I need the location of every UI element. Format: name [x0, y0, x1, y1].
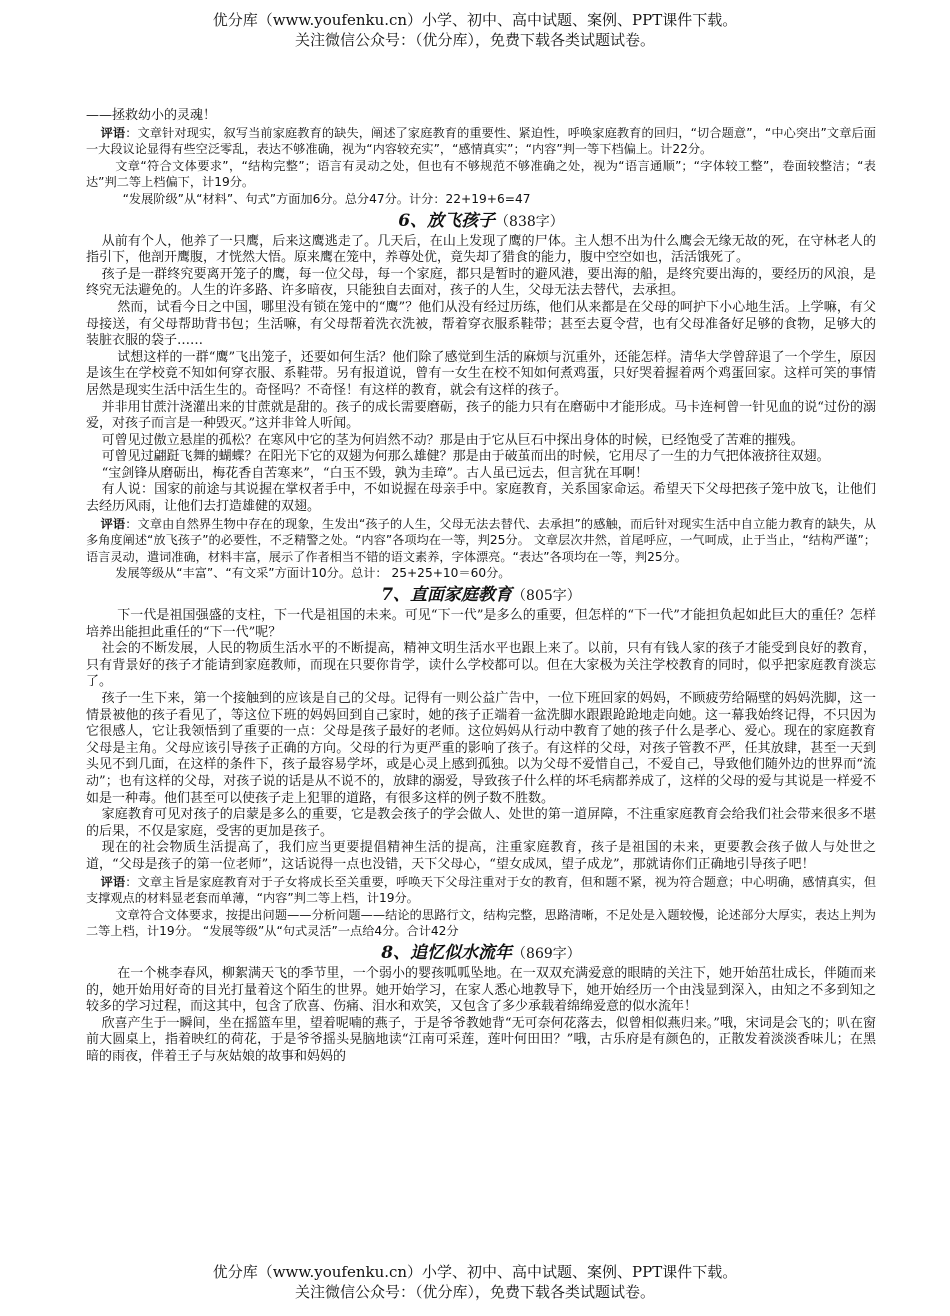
- comment-text: ：文章主旨是家庭教育对于子女将成长至关重要，呼唤天下父母注重对于女的教育，但和题不紧，视为符合题意；中心明确，感情真实，但支撑观点的材料显老套而单薄，“内容”判二等上档，计19分。: [86, 874, 877, 906]
- essay-7-title: 7、直面家庭教育（805字）: [381, 585, 581, 606]
- paragraph: 然而，试看今日之中国，哪里没有锁在笼中的“鹰”？他们从没有经过历练，他们从来都是在父母的呵护下小心地生活。上学嘛，有父母接送，有父母帮助背书包；生活嘛，有父母帮着洗衣洗被，帮着穿衣服系鞋带；甚至去夏令营，也有父母准备好足够的食物，足够大的装脏衣服的袋子……: [86, 299, 876, 349]
- paragraph: 可曾见过翩跹飞舞的蝴蝶？在阳光下它的双翅为何那么雄健？那是由于破茧而出的时候，它用尽了一生的力气把体液挤往双翅。: [101, 449, 830, 465]
- intro-tail: ——拯救幼小的灵魂！: [86, 108, 217, 123]
- comment-text: ：文章由自然界生物中存在的现象，生发出“孩子的人生，父母无法去替代、去承担”的感触，而后针对现实生活中自立能力教育的缺失，从多角度阐述“放飞孩子”的必要性，不乏精警之处。“内容”各项均在一等，判25分。 文章层次井然，首尾呼应，一气呵成，止于当止，“结构严谨”；语言灵动，遣词准确，材料丰富，展示了作者相当不错的语文素养，字体漂亮。“表达”各项均在一等，判25分。: [86, 516, 876, 564]
- paragraph: 欣喜产生于一瞬间，坐在摇篮车里，望着呢喃的燕子，于是爷爷教她背“无可奈何花落去，似曾相似燕归来。”哦，宋词是会飞的；叭在窗前大圆桌上，指着映红的荷花，于是爷爷摇头晃脑地读“江南可采莲，莲叶何田田？”哦，古乐府是有颜色的，正散发着淡淡香味儿；在黑暗的雨夜，伴着王子与灰姑娘的故事和妈妈的: [86, 1015, 876, 1064]
- page-header: [0, 10, 950, 50]
- paragraph: 可曾见过傲立悬崖的孤松？在寒风中它的茎为何岿然不动？那是由于它从巨石中探出身体的时候，已经饱受了苦难的摧残。: [101, 432, 804, 448]
- header-line-1: 优分库（www.youfenku.cn）小学、初中、高中试题、案例、PPT课件下载。: [212, 11, 738, 29]
- essay-6-wordcount: （838字）: [495, 213, 564, 230]
- paragraph: “宝剑锋从磨砺出，梅花香自苦寒来”，“白玉不毁，孰为圭璋”。古人虽已远去，但言犹在耳啊！: [101, 465, 649, 481]
- essay-6-title: 6、放飞孩子（838字）: [398, 210, 564, 231]
- paragraph: 并非用甘蔗汁浇灌出来的甘蔗就是甜的。孩子的成长需要磨砺，孩子的能力只有在磨砺中才能形成。马卡连柯曾一针见血的说“过份的溺爱，对孩子而言是一种毁灭。”这并非耸人听闻。: [86, 399, 876, 432]
- page-footer: [0, 1262, 950, 1302]
- paragraph: 家庭教育可见对孩子的启蒙是多么的重要，它是教会孩子的学会做人、处世的第一道屏障，不注重家庭教育会给我们社会带来很多不堪的后果，不仅是家庭，受害的更加是孩子。: [86, 807, 876, 839]
- intro-comment-2: 文章“符合文体要求”，“结构完整”；语言有灵动之处，但也有不够规范不够准确之处，视为“语言通顺”；“字体较工整”，卷面较整洁；“表达”判二等上档偏下，计19分。: [86, 158, 876, 190]
- footer-line-2: 关注微信公众号：（优分库），免费下载各类试题试卷。: [294, 1283, 655, 1301]
- essay-7-comment-2: 文章符合文体要求，按提出问题——分析问题——结论的思路行文，结构完整，思路清晰，不足处是入题较慢，论述部分大厚实，表达上判为二等上档，计19分。 “发展等级”从“句式灵活”一点给4分。合计42分: [86, 907, 876, 939]
- paragraph: 现在的社会物质生活提高了，我们应当更要提倡精神生活的提高，注重家庭教育，孩子是祖国的未来，更要教会孩子做人与处世之道，“父母是孩子的第一位老师”，这话说得一点也没错，天下父母心，“望女成凤，望子成龙”，那就请你们正确地引导孩子吧！: [86, 840, 876, 872]
- intro-comment: [86, 125, 876, 158]
- intro-comment-3: “发展阶级”从“材料”、句式”方面加6分。总分47分。计分：22+19+6=47: [122, 191, 531, 206]
- paragraph: 下一代是祖国强盛的支柱，下一代是祖国的未来。可见“下一代”是多么的重要，但怎样的“下一代”才能担负起如此巨大的重任？怎样培养出能担此重任的“下一代”呢？: [86, 608, 876, 640]
- comment-text: ：文章针对现实，叙写当前家庭教育的缺失，阐述了家庭教育的重要性、紧迫性，呼唤家庭教育的回归，“切合题意”，“中心突出”文章后面一大段议论显得有些空泛零乱，表达不够准确，视为“内容较充实”，“感情真实”；“内容”判一等下档偏上。计22分。: [86, 125, 876, 157]
- essay-6-comment-2: 发展等级从“丰富”、“有文采”方面计10分。总计： 25+25+10＝60分。: [115, 566, 511, 581]
- essay-7-comment: [86, 874, 876, 907]
- paragraph: 有人说：国家的前途与其说握在掌权者手中，不如说握在母亲手中。家庭教育，关系国家命运。希望天下父母把孩子笼中放飞，让他们去经历风雨，让他们去打造雄健的双翅。: [86, 482, 876, 515]
- comment-label: 评语: [100, 874, 126, 889]
- comment-label: 评语: [100, 516, 126, 531]
- essay-8-wordcount: （869字）: [512, 945, 581, 962]
- paragraph: 孩子是一群终究要离开笼子的鹰，每一位父母，每一个家庭，都只是暂时的避风港，要出海的船，是终究要出海的，要经历的风浪，是终究无法避免的。人生的许多路、许多暗夜，只能独自去面对，孩子的人生，父母无法去替代，去承担。: [86, 266, 876, 299]
- paragraph: 社会的不断发展，人民的物质生活水平的不断提高，精神文明生活水平也跟上来了。以前，只有有钱人家的孩子才能受到良好的教育，只有背景好的孩子才能请到家庭教师，而现在只要你肯学，读什么学校都可以。但在大家极为关注学校教育的同时，似乎把家庭教育淡忘了。: [86, 641, 876, 690]
- essay-8-title: 8、追忆似水流年（869字）: [381, 942, 581, 963]
- document-body: [86, 108, 876, 1065]
- essay-6-comment: [86, 516, 876, 566]
- comment-label: 评语: [100, 125, 126, 140]
- paragraph: 试想这样的一群“鹰”飞出笼子，还要如何生活？他们除了感觉到生活的麻烦与沉重外，还能怎样。清华大学曾辞退了一个学生，原因是该生在学校竟不知如何穿衣服、系鞋带。另有报道说，曾有一女生在校不知如何煮鸡蛋，只好哭着握着两个鸡蛋回家。这样可笑的事情居然是现实生活中活生生的。奇怪吗？不奇怪！有这样的教育，就会有这样的孩子。: [86, 349, 876, 398]
- paragraph: 在一个桃李春风，柳絮满天飞的季节里，一个弱小的婴孩呱呱坠地。在一双双充满爱意的眼睛的关注下，她开始茁壮成长，伴随而来的，她开始用好奇的目光打量着这个陌生的世界。她开始学习，在家人悉心地教导下，她开始经历一个由浅显到深入，由知之不多到知之较多的学习过程，而这其中，包含了欣喜、伤痛、泪水和欢笑，又包含了多少承载着绵绵爱意的似水流年！: [86, 965, 876, 1015]
- paragraph: 孩子一生下来，第一个接触到的应该是自己的父母。记得有一则公益广告中，一位下班回家的妈妈，不顾疲劳给隔壁的妈妈洗脚，这一情景被他的孩子看见了，等这位下班的妈妈回到自己家时，她的孩子正端着一盆洗脚水跟跟跄跄地走向她。这一幕我始终记得，不只因为它很感人，它让我领悟到了重要的一点：父母是孩子最好的老师。这位妈妈从行动中教育了她的孩子什么是孝心、爱心。现在的家庭教育父母是主角。父母应该引导孩子正确的方向。父母的行为更严重的影响了孩子。有这样的父母，对孩子管教不严，任其放肆，甚至一天到头见不到几面，在这样的条件下，孩子最容易学坏，或是心灵上感到孤独。以为父母不爱惜自己，不爱自己，导致他们随外边的世界而“流动”；也有这样的父母，对孩子说的话是从不说不的，放肆的溺爱，导致孩子什么样的坏毛病都养成了，这样的父母的爱与其说是一样爱不如是一种毒。他们甚至可以使孩子走上犯罪的道路，有很多这样的例子数不胜数。: [86, 691, 876, 806]
- paragraph: 从前有个人，他养了一只鹰，后来这鹰逃走了。几天后，在山上发现了鹰的尸体。主人想不出为什么鹰会无缘无故的死，在守林老人的指引下，他剖开鹰腹，才恍然大悟。原来鹰在笼中，养尊处优，竟失却了猎食的能力，腹中空空如也，活活饿死了。: [86, 233, 876, 266]
- essay-7-wordcount: （805字）: [512, 588, 581, 605]
- header-line-2: 关注微信公众号：（优分库），免费下载各类试题试卷。: [294, 31, 655, 49]
- footer-line-1: 优分库（www.youfenku.cn）小学、初中、高中试题、案例、PPT课件下载。: [212, 1263, 738, 1281]
